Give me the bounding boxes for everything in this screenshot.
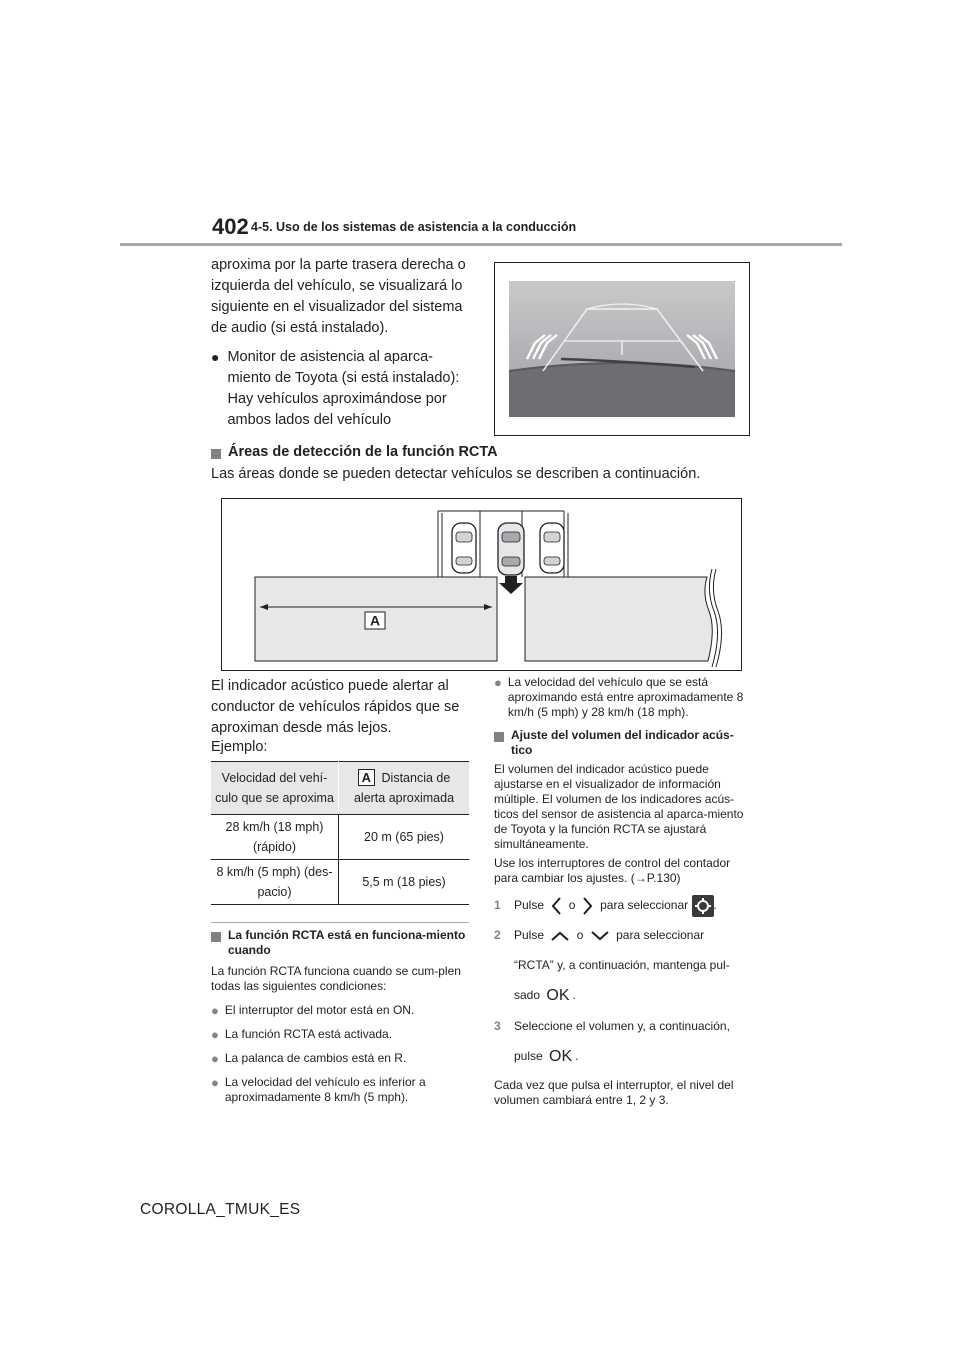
list-item-text: El interruptor del motor está en ON.: [224, 1003, 415, 1017]
step-3: [494, 1011, 748, 1072]
step-2-or: o: [576, 928, 584, 942]
bullet-dot-icon: ●: [211, 1051, 219, 1066]
areas-heading: [211, 444, 498, 460]
list-item: [494, 675, 748, 720]
alert-distance-table: [211, 761, 469, 905]
list-item: [211, 1075, 469, 1105]
operation-section: [211, 928, 469, 1105]
intro-bullet-text: Monitor de asistencia al aparca-miento de Toyota (si está instalado): Hay vehículos aproximándose por ambos lados del vehículo: [227, 349, 460, 428]
step-number: 3: [494, 1018, 501, 1033]
step-number: 2: [494, 928, 501, 942]
list-item: [211, 1051, 469, 1066]
table-header-distance-text: Distancia de alerta aproximada: [353, 771, 455, 805]
step-3-pulse: pulse: [514, 1048, 543, 1063]
chevron-left-icon: [550, 896, 562, 916]
warning-text: El indicador acústico puede alertar al conductor de vehículos rápidos que se aproximan desde más lejos.: [211, 678, 460, 736]
step-2: [494, 920, 748, 1011]
table-cell-speed: 8 km/h (5 mph) (des-pacio): [211, 860, 339, 905]
step-1-text: [514, 890, 717, 920]
heading-square-icon: [494, 732, 504, 742]
detection-area-right: [525, 577, 712, 661]
intro-text: aproxima por la parte trasera derecha o izquierda del vehículo, se visualizará lo siguiente en el visualizador del sistema de audio (si está instalado).: [211, 257, 466, 336]
volume-footer-text: Cada vez que pulsa el interruptor, el nivel del volumen cambiará entre 1, 2 y 3.: [494, 1077, 734, 1107]
step-1-select: para seleccionar: [600, 898, 689, 912]
list-item: [211, 1003, 469, 1018]
parked-car-right: [540, 523, 564, 573]
reverse-arrow-icon: [499, 576, 523, 594]
table-label-a: A: [358, 769, 375, 786]
heading-square-icon: [211, 932, 221, 942]
bullet-dot-icon: ●: [494, 675, 502, 690]
step-2-pulse: Pulse: [514, 928, 545, 942]
step-3-text: [514, 1011, 730, 1072]
ok-button-icon: OK: [546, 986, 570, 1004]
step-1-or: o: [568, 898, 576, 912]
page-number: 402: [212, 214, 249, 239]
list-item-text: La palanca de cambios está en R.: [224, 1051, 407, 1065]
list-item-text: La función RCTA está activada.: [224, 1027, 393, 1041]
volume-section: [494, 675, 748, 1108]
step-1-end: .: [713, 898, 717, 912]
ok-button-icon: OK: [549, 1047, 573, 1065]
table-header-row: [211, 762, 469, 815]
areas-heading-text: Áreas de detección de la función RCTA: [228, 444, 498, 460]
volume-heading-text: Ajuste del volumen del indicador acús-tico: [511, 728, 734, 757]
step-3-select: Seleccione el volumen y, a continuación,: [514, 1018, 730, 1033]
step-number: 1: [494, 898, 501, 912]
intro-block: [211, 255, 473, 431]
table-cell-speed: 28 km/h (18 mph) (rápido): [211, 815, 339, 860]
bullet-dot-icon: ●: [211, 349, 220, 365]
label-a: A: [369, 612, 381, 629]
operation-intro: La función RCTA funciona cuando se cum-plen todas las siguientes condiciones:: [211, 964, 461, 993]
step-2-text: [514, 920, 730, 1011]
step-2-end: .: [572, 988, 576, 1002]
step-1-pulse: Pulse: [514, 898, 545, 912]
car-bumper-area: [509, 363, 735, 417]
table-row: [211, 815, 469, 860]
table-cell-distance: 20 m (65 pies): [339, 815, 470, 860]
operation-heading: [211, 928, 469, 958]
intro-bullet: [211, 347, 473, 431]
heading-square-icon: [211, 449, 221, 459]
step-2-select: para seleccionar: [616, 928, 705, 942]
step-1: [494, 890, 748, 920]
operation-heading-text: La función RCTA está en funciona-miento cuando: [228, 928, 466, 957]
table-header-distance: [339, 762, 470, 815]
table-row: [211, 860, 469, 905]
table-bottom-rule: [211, 922, 469, 923]
step-3-end: .: [575, 1048, 579, 1063]
volume-text1: El volumen del indicador acústico puede ajustarse en el visualizador de información múltiple. El volumen de los indicadores acús-ticos del sensor de asistencia al aparca-miento de Toyota y la función RCTA se ajustará simultáneamente.: [494, 762, 744, 851]
own-car: [498, 523, 524, 575]
bullet-dot-icon: ●: [211, 1075, 219, 1090]
step-2-continue: “RCTA” y, a continuación, mantenga pul-: [514, 958, 730, 972]
footer-model: COROLLA_TMUK_ES: [140, 1201, 301, 1218]
detection-area-figure: [221, 498, 742, 671]
example-label: Ejemplo:: [211, 739, 268, 755]
areas-text: Las áreas donde se pueden detectar vehículos se describen a continuación.: [211, 466, 701, 482]
bullet-dot-icon: ●: [211, 1003, 219, 1018]
bullet-dot-icon: ●: [211, 1027, 219, 1042]
table-cell-distance: 5,5 m (18 pies): [339, 860, 470, 905]
section-title: 4-5. Uso de los sistemas de asistencia a la conducción: [251, 220, 577, 234]
rear-camera-illustration: [495, 263, 749, 435]
chevron-down-icon: [590, 930, 610, 942]
header-rule: [120, 243, 842, 246]
list-item-text: La velocidad del vehículo es inferior a aproximadamente 8 km/h (5 mph).: [224, 1075, 426, 1104]
detection-area-diagram: [222, 499, 741, 670]
step-2-hold: sado: [514, 988, 541, 1002]
table-header-speed: Velocidad del vehí-culo que se aproxima: [211, 762, 339, 815]
parked-car-left: [452, 523, 476, 573]
list-item-text: La velocidad del vehículo que se está aproximando está entre aproximadamente 8 km/h (5 mph) y 28 km/h (18 mph).: [507, 675, 744, 719]
volume-text2: Use los interruptores de control del contador para cambiar los ajustes. (→P.130): [494, 856, 731, 885]
list-item: [211, 1027, 469, 1042]
chevron-right-icon: [582, 896, 594, 916]
volume-heading: [494, 728, 748, 758]
chevron-up-icon: [550, 930, 570, 942]
gear-icon: [692, 895, 714, 917]
camera-display-figure: [494, 262, 750, 436]
